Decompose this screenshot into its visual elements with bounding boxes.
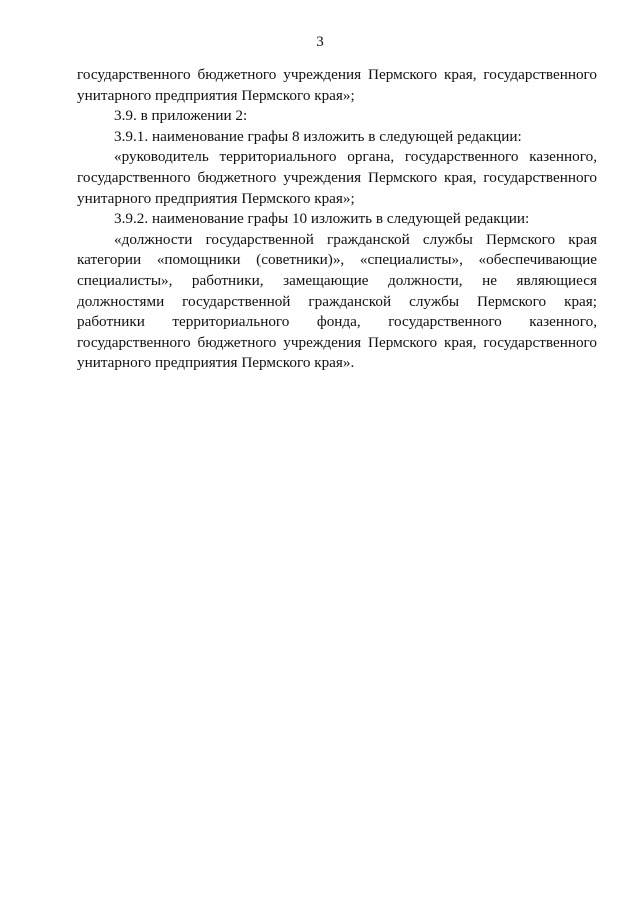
text-line: специалисты», работники, замещающие должности, не являющиеся (77, 271, 597, 289)
page-number: 3 (316, 34, 324, 50)
text-line: «руководитель территориального органа, государственного казенного, (114, 148, 597, 166)
text-line: работники территориального фонда, государственного казенного, (77, 313, 597, 331)
section-heading-3-9: 3.9. в приложении 2: (114, 107, 248, 125)
text-line: унитарного предприятия Пермского края»; (77, 189, 355, 207)
section-heading-3-9-1: 3.9.1. наименование графы 8 изложить в следующей редакции: (114, 127, 522, 145)
document-body (77, 65, 597, 374)
text-line: должностями государственной гражданской службы Пермского края; (77, 292, 597, 310)
text-line: «должности государственной гражданской службы Пермского края (114, 230, 597, 248)
text-line: унитарного предприятия Пермского края»; (77, 86, 355, 104)
section-heading-3-9-2: 3.9.2. наименование графы 10 изложить в следующей редакции: (114, 210, 530, 228)
text-line: государственного бюджетного учреждения Пермского края, государственного (77, 333, 597, 351)
text-line: государственного бюджетного учреждения Пермского края, государственного (77, 168, 597, 186)
text-line: категории «помощники (советники)», «специалисты», «обеспечивающие (77, 251, 597, 269)
text-line: государственного бюджетного учреждения Пермского края, государственного (77, 66, 597, 83)
text-line: унитарного предприятия Пермского края». (77, 354, 355, 372)
